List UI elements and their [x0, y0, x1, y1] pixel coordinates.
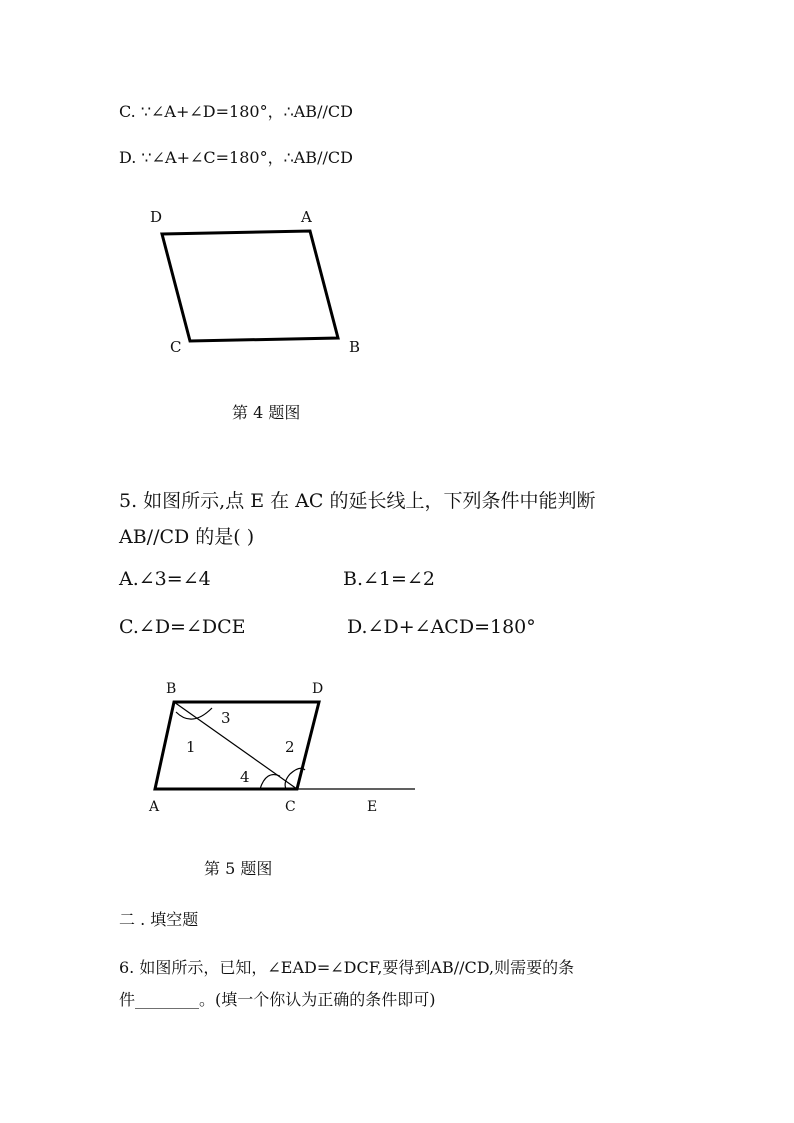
q5-option-d: D.∠D+∠ACD=180° — [347, 616, 536, 638]
section-heading: 二 . 填空题 — [119, 910, 199, 929]
q6-line1: 6. 如图所示，已知，∠EAD=∠DCF,要得到AB//CD,则需要的条 — [119, 958, 575, 977]
label-c: C — [170, 338, 182, 356]
angle-label-2: 2 — [285, 738, 295, 756]
q5-option-c: C.∠D=∠DCE — [119, 616, 246, 638]
angle-label-3: 3 — [221, 709, 231, 727]
label-c: C — [285, 799, 296, 815]
label-a: A — [149, 799, 160, 815]
figure-5-caption: 第 5 题图 — [204, 859, 273, 878]
q5-stem-line1: 5. 如图所示,点 E 在 AC 的延长线上，下列条件中能判断 — [119, 490, 596, 512]
q5-option-b: B.∠1=∠2 — [343, 568, 435, 590]
angle-arc-4 — [260, 775, 280, 789]
label-b: B — [349, 338, 361, 356]
q4-option-c: C. ∵∠A+∠D=180°，∴AB//CD — [119, 102, 353, 121]
angle-label-1: 1 — [186, 738, 196, 756]
label-d: D — [150, 208, 163, 226]
q6-line2: 件________。(填一个你认为正确的条件即可) — [119, 990, 436, 1009]
label-d: D — [312, 681, 324, 697]
label-a: A — [301, 208, 312, 226]
label-b: B — [166, 681, 177, 697]
label-e: E — [367, 799, 378, 815]
q5-stem-line2: AB//CD 的是( ) — [119, 526, 255, 548]
angle-label-4: 4 — [240, 768, 250, 786]
q4-option-d: D. ∵∠A+∠C=180°，∴AB//CD — [119, 148, 353, 167]
q5-option-a: A.∠3=∠4 — [119, 568, 211, 590]
figure-4-caption: 第 4 题图 — [232, 403, 301, 422]
angle-arc-3 — [176, 708, 212, 719]
